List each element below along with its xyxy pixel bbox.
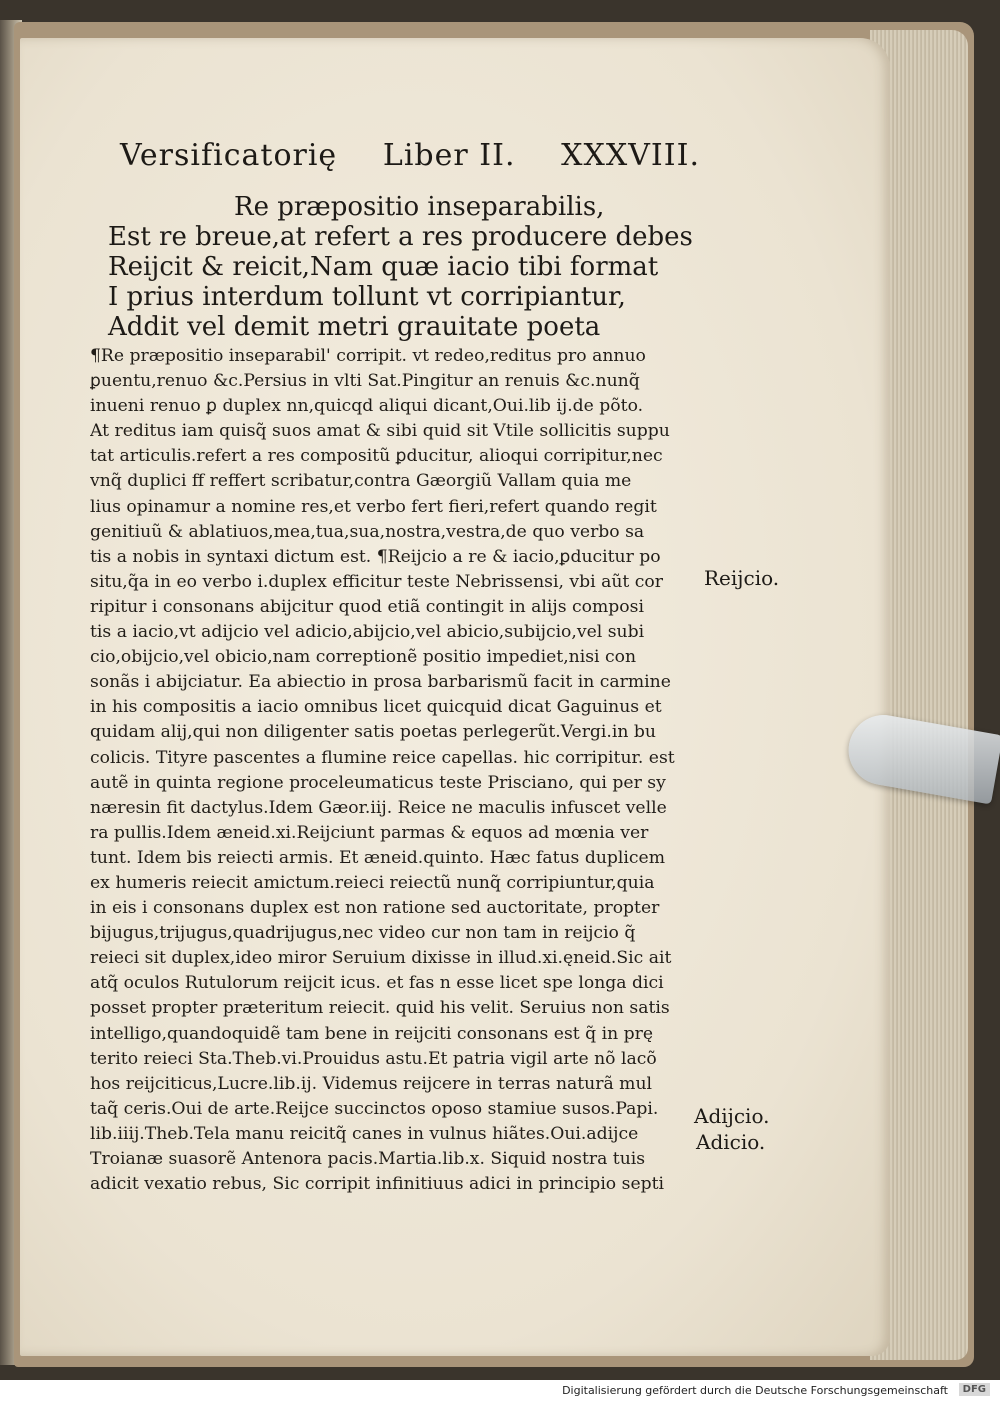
text-line: ex humeris reiecit amictum.reieci reiectũ nunq̃ corripiuntur,quia bbox=[90, 872, 655, 893]
text-line: tis a nobis in syntaxi dictum est. ¶Reijcio a re & iacio,ꝑducitur po bbox=[90, 546, 661, 567]
text-line: inueni renuo ꝑ duplex nn,quicqd aliqui dicant,Oui.lib ij.de põto. bbox=[90, 396, 644, 417]
text-line: reieci sit duplex,ideo miror Seruium dixisse in illud.xi.ęneid.Sic ait bbox=[90, 948, 672, 969]
commentary-text bbox=[90, 344, 710, 1197]
margin-note-adicio: Adicio. bbox=[696, 1130, 766, 1154]
text-line: posset propter præteritum reiecit. quid his velit. Seruius non satis bbox=[90, 998, 670, 1019]
margin-note-reijcio: Reijcio. bbox=[704, 566, 780, 590]
verse-line: Est re breue,at refert a res producere debes bbox=[108, 222, 693, 252]
text-line: tis a iacio,vt adijcio vel adicio,abijcio,vel abicio,subijcio,vel subi bbox=[90, 622, 645, 643]
footer-credit: Digitalisierung gefördert durch die Deutsche Forschungsgemeinschaft bbox=[562, 1384, 948, 1397]
verse-line: I prius interdum tollunt vt corripiantur, bbox=[108, 282, 626, 312]
text-line: tunt. Idem bis reiecti armis. Et æneid.quinto. Hæc fatus duplicem bbox=[90, 847, 666, 868]
text-line: næresin fit dactylus.Idem Gæor.iij. Reice ne maculis infuscet velle bbox=[90, 797, 667, 818]
text-line: At reditus iam quisq̃ suos amat & sibi quid sit Vtile sollicitis suppu bbox=[90, 421, 670, 442]
text-line: in eis i consonans duplex est non ratione sed auctoritate, propter bbox=[90, 898, 660, 919]
text-line: Troianæ suasorẽ Antenora pacis.Martia.lib.x. Siquid nostra tuis bbox=[90, 1149, 646, 1169]
text-line: quidam alij,qui non diligenter satis poetas perlegerũt.Vergi.in bu bbox=[90, 722, 656, 743]
margin-note-adijcio: Adijcio. bbox=[694, 1104, 770, 1128]
text-line: intelligo,quandoquidẽ tam bene in reijciti consonans est q̃ in prę bbox=[90, 1023, 654, 1044]
text-line: vnq̃ duplici ff reffert scribatur,contra Gæorgiũ Vallam quia me bbox=[90, 471, 632, 492]
text-line: colicis. Tityre pascentes a flumine reice capellas. hic corripitur. est bbox=[90, 747, 675, 768]
running-head-left: Versificatorię bbox=[120, 138, 338, 173]
text-line: taq̃ ceris.Oui de arte.Reijce succinctos oposo stamiue susos.Papi. bbox=[90, 1098, 659, 1119]
text-line: terito reieci Sta.Theb.vi.Prouidus astu.Et patria vigil arte nõ lacõ bbox=[90, 1048, 657, 1069]
text-line: genitiuũ & ablatiuos,mea,tua,sua,nostra,vestra,de quo verbo sa bbox=[90, 521, 645, 542]
verse-block bbox=[108, 192, 708, 342]
text-line: lib.iiij.Theb.Tela manu reicitq̃ canes in vulnus hiãtes.Oui.adijce bbox=[90, 1123, 639, 1144]
text-line: adicit vexatio rebus, Sic corripit infinitiuus adici in principio septi bbox=[90, 1174, 665, 1195]
verse-line: Addit vel demit metri grauitate poeta bbox=[108, 312, 601, 342]
footer-bar bbox=[0, 1380, 1000, 1406]
running-head-right: XXXVIII. bbox=[561, 138, 700, 173]
text-line: atq̃ oculos Rutulorum reijcit icus. et fas n esse licet spe longa dici bbox=[90, 973, 664, 994]
text-line: in his compositis a iacio omnibus licet quicquid dicat Gaguinus et bbox=[90, 697, 662, 718]
text-line: autẽ in quinta regione proceleumaticus teste Prisciano, qui per sy bbox=[90, 772, 666, 793]
text-line: hos reijciticus,Lucre.lib.ij. Videmus reijcere in terras naturã mul bbox=[90, 1073, 653, 1094]
running-head-center: Liber II. bbox=[382, 138, 516, 173]
text-line: tat articulis.refert a res compositũ ꝑducitur, alioqui corripitur,nec bbox=[90, 446, 663, 467]
verse-line: Reijcit & reicit,Nam quæ iacio tibi format bbox=[108, 252, 659, 282]
text-line: situ,q̃a in eo verbo i.duplex efficitur teste Nebrissensi, vbi aũt cor bbox=[90, 571, 663, 592]
text-line: ꝑuentu,renuo &c.Persius in vlti Sat.Pingitur an renuis &c.nunq̃ bbox=[90, 371, 640, 392]
text-line: lius opinamur a nomine res,et verbo fert fieri,refert quando regit bbox=[90, 496, 657, 517]
text-line: ra pullis.Idem æneid.xi.Reijciunt parmas & equos ad mœnia ver bbox=[90, 822, 649, 843]
text-line: sonãs i abijciatur. Ea abiectio in prosa barbarismũ facit in carmine bbox=[90, 672, 671, 693]
text-line: ripitur i consonans abijcitur quod etiã contingit in alijs composi bbox=[90, 596, 644, 617]
verse-line: Re præpositio inseparabilis, bbox=[234, 192, 605, 222]
text-line: bijugus,trijugus,quadrijugus,nec video cur non tam in reijcio q̃ bbox=[90, 923, 636, 944]
running-head bbox=[120, 138, 700, 173]
text-line: ¶Re præpositio inseparabil' corripit. vt redeo,reditus pro annuo bbox=[90, 346, 646, 366]
dfg-logo: DFG bbox=[959, 1383, 990, 1396]
text-line: cio,obijcio,vel obicio,nam correptionẽ positio impediet,nisi con bbox=[90, 647, 637, 668]
